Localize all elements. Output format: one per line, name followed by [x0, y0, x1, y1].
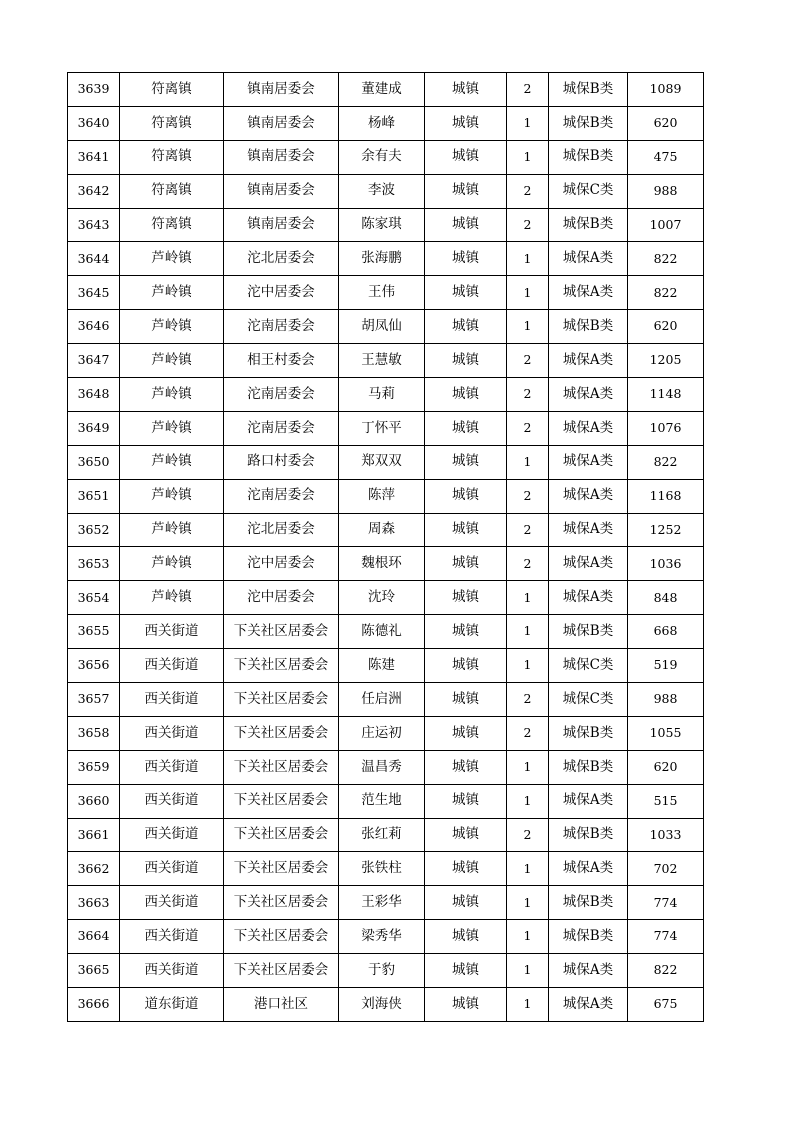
- cell-household-size: 2: [507, 716, 549, 750]
- cell-insurance-class: 城保B类: [549, 140, 628, 174]
- cell-committee: 镇南居委会: [224, 174, 339, 208]
- cell-amount: 774: [628, 886, 704, 920]
- cell-household-size: 2: [507, 174, 549, 208]
- table-row: [68, 378, 704, 412]
- cell-committee: 沱中居委会: [224, 547, 339, 581]
- cell-household-size: 1: [507, 954, 549, 988]
- cell-person-name: 陈建: [339, 649, 425, 683]
- cell-person-name: 沈玲: [339, 581, 425, 615]
- cell-amount: 822: [628, 445, 704, 479]
- cell-town: 道东街道: [120, 988, 224, 1022]
- cell-town: 西关街道: [120, 683, 224, 717]
- cell-insurance-class: 城保B类: [549, 310, 628, 344]
- cell-committee: 下关社区居委会: [224, 886, 339, 920]
- cell-committee: 镇南居委会: [224, 73, 339, 107]
- cell-amount: 620: [628, 310, 704, 344]
- cell-committee: 下关社区居委会: [224, 750, 339, 784]
- cell-town: 西关街道: [120, 649, 224, 683]
- cell-amount: 1205: [628, 344, 704, 378]
- cell-town: 符离镇: [120, 140, 224, 174]
- cell-row-number: 3666: [68, 988, 120, 1022]
- cell-area-type: 城镇: [425, 276, 507, 310]
- cell-amount: 620: [628, 106, 704, 140]
- table-row: [68, 818, 704, 852]
- cell-committee: 路口村委会: [224, 445, 339, 479]
- cell-household-size: 1: [507, 140, 549, 174]
- cell-town: 西关街道: [120, 920, 224, 954]
- cell-household-size: 2: [507, 547, 549, 581]
- cell-amount: 519: [628, 649, 704, 683]
- cell-person-name: 李波: [339, 174, 425, 208]
- cell-person-name: 丁怀平: [339, 411, 425, 445]
- table-row: [68, 73, 704, 107]
- cell-committee: 镇南居委会: [224, 140, 339, 174]
- table-row: [68, 750, 704, 784]
- cell-insurance-class: 城保B类: [549, 716, 628, 750]
- cell-insurance-class: 城保A类: [549, 852, 628, 886]
- table-row: [68, 174, 704, 208]
- cell-area-type: 城镇: [425, 174, 507, 208]
- cell-area-type: 城镇: [425, 581, 507, 615]
- cell-amount: 988: [628, 683, 704, 717]
- cell-insurance-class: 城保A类: [549, 411, 628, 445]
- cell-household-size: 2: [507, 683, 549, 717]
- cell-insurance-class: 城保A类: [549, 378, 628, 412]
- cell-row-number: 3662: [68, 852, 120, 886]
- cell-committee: 沱南居委会: [224, 479, 339, 513]
- cell-row-number: 3654: [68, 581, 120, 615]
- table-row: [68, 547, 704, 581]
- cell-amount: 1148: [628, 378, 704, 412]
- cell-row-number: 3639: [68, 73, 120, 107]
- cell-town: 符离镇: [120, 208, 224, 242]
- cell-area-type: 城镇: [425, 411, 507, 445]
- cell-insurance-class: 城保B类: [549, 615, 628, 649]
- cell-household-size: 1: [507, 106, 549, 140]
- cell-area-type: 城镇: [425, 378, 507, 412]
- table-row: [68, 716, 704, 750]
- cell-town: 芦岭镇: [120, 378, 224, 412]
- cell-amount: 475: [628, 140, 704, 174]
- table-body: [68, 73, 704, 1022]
- cell-area-type: 城镇: [425, 479, 507, 513]
- cell-row-number: 3644: [68, 242, 120, 276]
- cell-amount: 515: [628, 784, 704, 818]
- cell-area-type: 城镇: [425, 513, 507, 547]
- cell-area-type: 城镇: [425, 242, 507, 276]
- cell-household-size: 1: [507, 445, 549, 479]
- cell-area-type: 城镇: [425, 988, 507, 1022]
- cell-area-type: 城镇: [425, 73, 507, 107]
- cell-town: 西关街道: [120, 615, 224, 649]
- table-row: [68, 886, 704, 920]
- cell-person-name: 庄运初: [339, 716, 425, 750]
- cell-amount: 988: [628, 174, 704, 208]
- table-row: [68, 683, 704, 717]
- cell-person-name: 陈德礼: [339, 615, 425, 649]
- cell-area-type: 城镇: [425, 886, 507, 920]
- table-row: [68, 954, 704, 988]
- cell-person-name: 梁秀华: [339, 920, 425, 954]
- cell-household-size: 1: [507, 276, 549, 310]
- cell-amount: 675: [628, 988, 704, 1022]
- cell-area-type: 城镇: [425, 208, 507, 242]
- cell-area-type: 城镇: [425, 547, 507, 581]
- cell-row-number: 3664: [68, 920, 120, 954]
- cell-row-number: 3661: [68, 818, 120, 852]
- cell-person-name: 马莉: [339, 378, 425, 412]
- cell-amount: 668: [628, 615, 704, 649]
- cell-town: 符离镇: [120, 174, 224, 208]
- cell-committee: 下关社区居委会: [224, 818, 339, 852]
- cell-area-type: 城镇: [425, 140, 507, 174]
- cell-person-name: 张海鹏: [339, 242, 425, 276]
- cell-person-name: 王慧敏: [339, 344, 425, 378]
- cell-person-name: 任启洲: [339, 683, 425, 717]
- cell-row-number: 3642: [68, 174, 120, 208]
- cell-household-size: 2: [507, 513, 549, 547]
- cell-person-name: 魏根环: [339, 547, 425, 581]
- cell-area-type: 城镇: [425, 615, 507, 649]
- cell-amount: 1055: [628, 716, 704, 750]
- cell-row-number: 3650: [68, 445, 120, 479]
- cell-town: 芦岭镇: [120, 581, 224, 615]
- cell-person-name: 郑双双: [339, 445, 425, 479]
- cell-area-type: 城镇: [425, 310, 507, 344]
- table-row: [68, 344, 704, 378]
- cell-household-size: 1: [507, 649, 549, 683]
- table-row: [68, 784, 704, 818]
- cell-insurance-class: 城保C类: [549, 649, 628, 683]
- cell-amount: 822: [628, 276, 704, 310]
- cell-person-name: 余有夫: [339, 140, 425, 174]
- cell-row-number: 3651: [68, 479, 120, 513]
- cell-area-type: 城镇: [425, 106, 507, 140]
- cell-amount: 1033: [628, 818, 704, 852]
- cell-household-size: 2: [507, 73, 549, 107]
- cell-town: 芦岭镇: [120, 276, 224, 310]
- cell-household-size: 2: [507, 479, 549, 513]
- cell-committee: 下关社区居委会: [224, 920, 339, 954]
- cell-committee: 相王村委会: [224, 344, 339, 378]
- table-row: [68, 615, 704, 649]
- cell-town: 芦岭镇: [120, 411, 224, 445]
- cell-row-number: 3656: [68, 649, 120, 683]
- cell-town: 西关街道: [120, 716, 224, 750]
- cell-town: 西关街道: [120, 818, 224, 852]
- cell-person-name: 陈家琪: [339, 208, 425, 242]
- cell-person-name: 王彩华: [339, 886, 425, 920]
- cell-row-number: 3655: [68, 615, 120, 649]
- cell-insurance-class: 城保A类: [549, 513, 628, 547]
- cell-household-size: 1: [507, 615, 549, 649]
- cell-row-number: 3649: [68, 411, 120, 445]
- cell-committee: 下关社区居委会: [224, 649, 339, 683]
- cell-row-number: 3645: [68, 276, 120, 310]
- cell-amount: 1089: [628, 73, 704, 107]
- cell-amount: 822: [628, 242, 704, 276]
- cell-area-type: 城镇: [425, 344, 507, 378]
- cell-insurance-class: 城保A类: [549, 954, 628, 988]
- table-row: [68, 106, 704, 140]
- cell-amount: 1076: [628, 411, 704, 445]
- cell-household-size: 1: [507, 784, 549, 818]
- cell-amount: 702: [628, 852, 704, 886]
- cell-town: 西关街道: [120, 784, 224, 818]
- cell-household-size: 1: [507, 750, 549, 784]
- cell-insurance-class: 城保A类: [549, 581, 628, 615]
- cell-person-name: 陈萍: [339, 479, 425, 513]
- cell-committee: 沱南居委会: [224, 411, 339, 445]
- cell-person-name: 胡凤仙: [339, 310, 425, 344]
- cell-town: 芦岭镇: [120, 479, 224, 513]
- cell-committee: 沱北居委会: [224, 513, 339, 547]
- cell-row-number: 3659: [68, 750, 120, 784]
- cell-household-size: 2: [507, 411, 549, 445]
- cell-insurance-class: 城保A类: [549, 479, 628, 513]
- cell-town: 西关街道: [120, 852, 224, 886]
- cell-insurance-class: 城保B类: [549, 208, 628, 242]
- table-row: [68, 649, 704, 683]
- table-row: [68, 276, 704, 310]
- cell-household-size: 2: [507, 378, 549, 412]
- cell-insurance-class: 城保A类: [549, 988, 628, 1022]
- table-row: [68, 852, 704, 886]
- cell-area-type: 城镇: [425, 954, 507, 988]
- cell-committee: 下关社区居委会: [224, 954, 339, 988]
- cell-row-number: 3647: [68, 344, 120, 378]
- cell-household-size: 2: [507, 208, 549, 242]
- table-row: [68, 208, 704, 242]
- cell-insurance-class: 城保B类: [549, 73, 628, 107]
- cell-town: 芦岭镇: [120, 242, 224, 276]
- table-row: [68, 988, 704, 1022]
- table-row: [68, 445, 704, 479]
- cell-person-name: 王伟: [339, 276, 425, 310]
- cell-row-number: 3640: [68, 106, 120, 140]
- cell-household-size: 1: [507, 581, 549, 615]
- cell-amount: 1036: [628, 547, 704, 581]
- cell-amount: 620: [628, 750, 704, 784]
- cell-insurance-class: 城保A类: [549, 344, 628, 378]
- cell-amount: 1168: [628, 479, 704, 513]
- cell-town: 西关街道: [120, 886, 224, 920]
- cell-amount: 848: [628, 581, 704, 615]
- cell-amount: 1007: [628, 208, 704, 242]
- cell-row-number: 3652: [68, 513, 120, 547]
- cell-committee: 下关社区居委会: [224, 716, 339, 750]
- cell-committee: 沱北居委会: [224, 242, 339, 276]
- cell-area-type: 城镇: [425, 784, 507, 818]
- cell-amount: 822: [628, 954, 704, 988]
- cell-insurance-class: 城保B类: [549, 750, 628, 784]
- cell-committee: 下关社区居委会: [224, 852, 339, 886]
- cell-row-number: 3643: [68, 208, 120, 242]
- cell-household-size: 1: [507, 310, 549, 344]
- cell-insurance-class: 城保A类: [549, 445, 628, 479]
- cell-committee: 下关社区居委会: [224, 784, 339, 818]
- cell-insurance-class: 城保B类: [549, 818, 628, 852]
- cell-town: 芦岭镇: [120, 513, 224, 547]
- table-row: [68, 479, 704, 513]
- cell-committee: 下关社区居委会: [224, 683, 339, 717]
- cell-town: 芦岭镇: [120, 547, 224, 581]
- cell-person-name: 杨峰: [339, 106, 425, 140]
- cell-row-number: 3653: [68, 547, 120, 581]
- cell-insurance-class: 城保C类: [549, 683, 628, 717]
- cell-committee: 沱中居委会: [224, 581, 339, 615]
- cell-person-name: 温昌秀: [339, 750, 425, 784]
- table-row: [68, 242, 704, 276]
- cell-insurance-class: 城保A类: [549, 547, 628, 581]
- cell-committee: 下关社区居委会: [224, 615, 339, 649]
- cell-insurance-class: 城保A类: [549, 784, 628, 818]
- cell-insurance-class: 城保B类: [549, 106, 628, 140]
- table-row: [68, 513, 704, 547]
- cell-person-name: 董建成: [339, 73, 425, 107]
- cell-insurance-class: 城保B类: [549, 886, 628, 920]
- cell-committee: 镇南居委会: [224, 106, 339, 140]
- cell-town: 芦岭镇: [120, 310, 224, 344]
- cell-row-number: 3641: [68, 140, 120, 174]
- cell-town: 芦岭镇: [120, 445, 224, 479]
- cell-row-number: 3646: [68, 310, 120, 344]
- cell-household-size: 1: [507, 988, 549, 1022]
- cell-row-number: 3660: [68, 784, 120, 818]
- cell-amount: 1252: [628, 513, 704, 547]
- cell-committee: 港口社区: [224, 988, 339, 1022]
- cell-insurance-class: 城保C类: [549, 174, 628, 208]
- cell-area-type: 城镇: [425, 818, 507, 852]
- cell-row-number: 3658: [68, 716, 120, 750]
- cell-town: 西关街道: [120, 750, 224, 784]
- cell-household-size: 1: [507, 852, 549, 886]
- cell-household-size: 1: [507, 920, 549, 954]
- cell-row-number: 3648: [68, 378, 120, 412]
- cell-person-name: 周森: [339, 513, 425, 547]
- table-row: [68, 310, 704, 344]
- cell-town: 西关街道: [120, 954, 224, 988]
- table-row: [68, 581, 704, 615]
- cell-committee: 沱南居委会: [224, 310, 339, 344]
- cell-committee: 沱中居委会: [224, 276, 339, 310]
- cell-area-type: 城镇: [425, 445, 507, 479]
- cell-town: 芦岭镇: [120, 344, 224, 378]
- cell-insurance-class: 城保A类: [549, 242, 628, 276]
- cell-row-number: 3663: [68, 886, 120, 920]
- cell-household-size: 2: [507, 344, 549, 378]
- table-row: [68, 140, 704, 174]
- cell-amount: 774: [628, 920, 704, 954]
- cell-person-name: 张红莉: [339, 818, 425, 852]
- cell-town: 符离镇: [120, 73, 224, 107]
- table-row: [68, 920, 704, 954]
- cell-insurance-class: 城保B类: [549, 920, 628, 954]
- cell-area-type: 城镇: [425, 750, 507, 784]
- cell-row-number: 3665: [68, 954, 120, 988]
- cell-committee: 镇南居委会: [224, 208, 339, 242]
- cell-person-name: 张铁柱: [339, 852, 425, 886]
- cell-insurance-class: 城保A类: [549, 276, 628, 310]
- cell-person-name: 刘海侠: [339, 988, 425, 1022]
- cell-household-size: 1: [507, 886, 549, 920]
- records-table: [67, 72, 704, 1022]
- cell-person-name: 范生地: [339, 784, 425, 818]
- cell-area-type: 城镇: [425, 716, 507, 750]
- cell-area-type: 城镇: [425, 683, 507, 717]
- cell-committee: 沱南居委会: [224, 378, 339, 412]
- cell-area-type: 城镇: [425, 852, 507, 886]
- cell-town: 符离镇: [120, 106, 224, 140]
- cell-person-name: 于豹: [339, 954, 425, 988]
- cell-area-type: 城镇: [425, 920, 507, 954]
- table-row: [68, 411, 704, 445]
- cell-household-size: 1: [507, 242, 549, 276]
- cell-area-type: 城镇: [425, 649, 507, 683]
- cell-household-size: 2: [507, 818, 549, 852]
- cell-row-number: 3657: [68, 683, 120, 717]
